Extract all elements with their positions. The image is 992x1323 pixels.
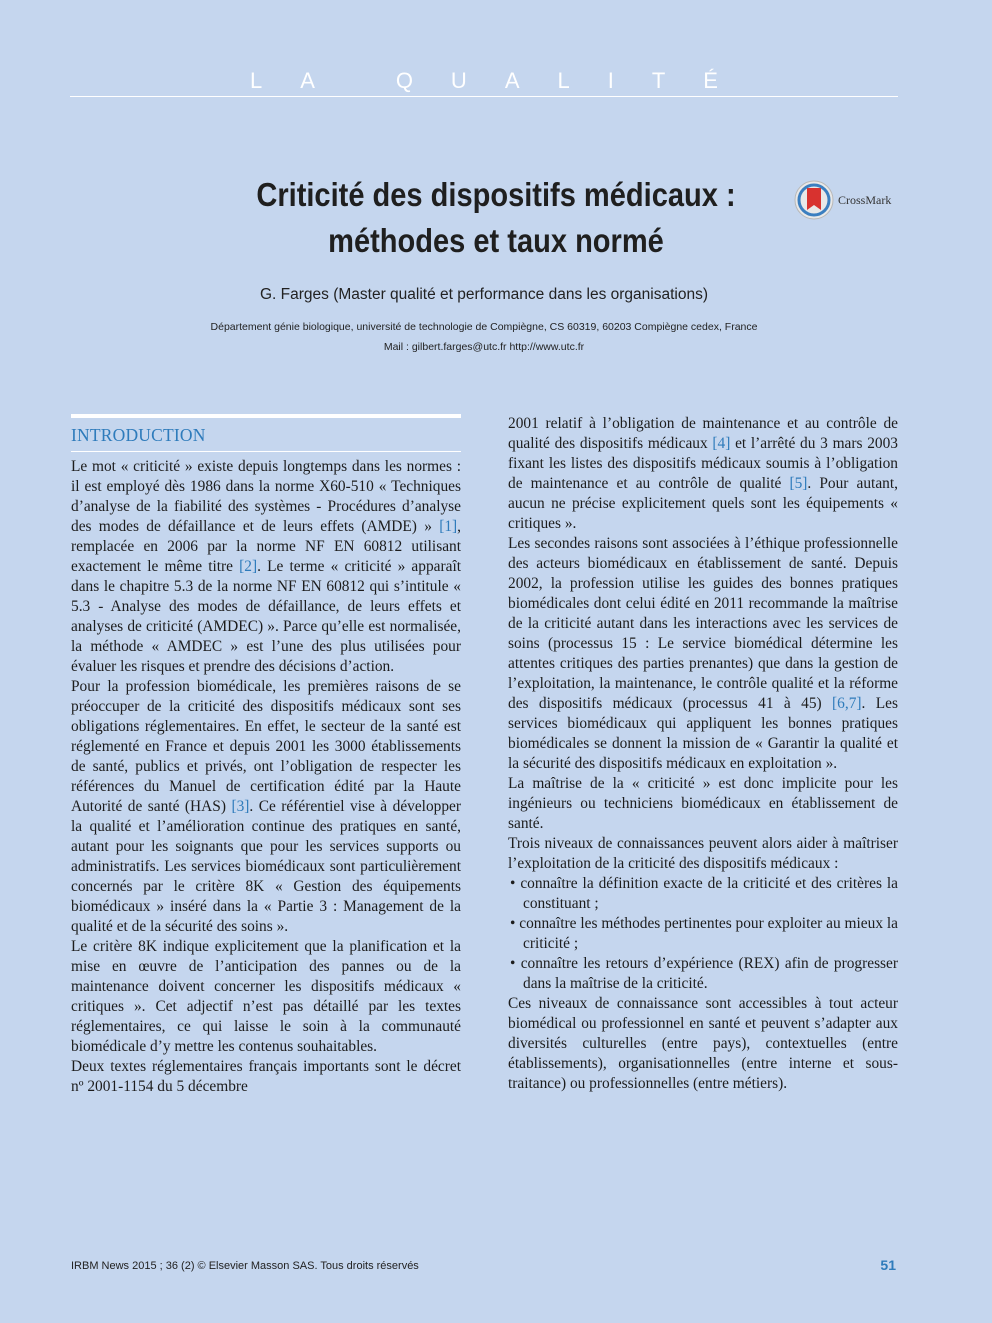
paragraph: Le mot « criticité » existe depuis longtemps dans les normes : il est employé dès 1986 dans la norme X60-510 « Techniques d’analyse de la fiabilité des systèmes - Procédures d’analyse des modes de défaillance et de leurs effets (AMDE) » [1], remplacée en 2006 par la norme NF EN 60812 utilisant exactement le même titre [2]. Le terme « criticité » apparaît dans le chapitre 5.3 de la norme NF EN 60812 qui s’intitule « 5.3 - Analyse des modes de défaillance, de leurs effets et analyses de criticité (AMDEC) ». Parce qu’elle est normalisée, la méthode « AMDEC » est l’une des plus utilisées pour évaluer les risques et prendre des décisions d’action. <box>71 458 461 675</box>
reference-link[interactable]: [4] <box>712 435 731 452</box>
crossmark-badge[interactable] <box>794 180 891 220</box>
introduction-header <box>71 414 461 452</box>
journal-citation: IRBM News 2015 ; 36 (2) © Elsevier Masson SAS. Tous droits réservés <box>71 1260 419 1272</box>
reference-link[interactable]: [2] <box>239 558 258 575</box>
paragraph: 2001 relatif à l’obligation de maintenance et au contrôle de qualité des dispositifs médicaux [4] et l’arrêté du 3 mars 2003 fixant les listes des dispositifs médicaux soumis à l’obligation de maintenance et au contrôle de qualité [5]. Pour autant, aucun ne précise explicitement quels sont les équipements « critiques ». <box>508 415 898 532</box>
paragraph: Trois niveaux de connaissances peuvent alors aider à maîtriser l’exploitation de la criticité des dispositifs médicaux : <box>508 835 898 872</box>
paragraph: Les secondes raisons sont associées à l’éthique professionnelle des acteurs biomédicaux en établissement de santé. Depuis 2002, la profession utilise les guides des bonnes pratiques biomédicales dont celui édité en 2011 recommande la maîtrise de la criticité autant dans les interactions avec les services de soins (processus 15 : Le service biomédical détermine les attentes critiques des parties prenantes) que dans la gestion de l’exploitation, la maintenance, le contrôle qualité et la réforme des dispositifs médicaux (processus 41 à 45) [6,7]. Les services biomédicaux qui appliquent les bonnes pratiques biomédicales se donnent la mission de « Garantir la qualité et la sécurité des dispositifs médicaux en exploitation ». <box>508 535 899 772</box>
title-line-1: Criticité des dispositifs médicaux : <box>256 176 736 213</box>
contact-mail: Mail : gilbert.farges@utc.fr http://www.utc.fr <box>383 341 585 353</box>
affiliation-block <box>70 317 898 357</box>
paragraph: Pour la profession biomédicale, les premières raisons de se préoccuper de la criticité des dispositifs médicaux sont ses obligations réglementaires. En effet, le secteur de la santé est réglementé en France et depuis 2001 les 3000 établissements de santé, publics et privés, ont l’obligation de respecter les références du Manuel de certification édité par la Haute Autorité de santé (HAS) [3]. Ce référentiel vise à développer la qualité et l’amélioration continue des pratiques en santé, autant pour les soignants que pour les services supports ou administratifs. Les services biomédicaux sont particulièrement concernés par le critère 8K « Gestion des équipements biomédicaux » inséré dans la « Partie 3 : Management de la qualité et de la sécurité des soins ». <box>71 678 461 935</box>
list-item: • connaître la définition exacte de la criticité et des critères la constituant ; <box>510 875 898 912</box>
paragraph: Le critère 8K indique explicitement que la planification et la mise en œuvre de l’anticipation des pannes ou de la maintenance doivent concerner les dispositifs médicaux « critiques ». Cet adjectif n’est pas détaillé par les textes réglementaires, ce qui laisse le soin à la communauté biomédicale d’y mettre les contenus souhaitables. <box>71 938 461 1055</box>
list-item: • connaître les retours d’expérience (REX) afin de progresser dans la maîtrise de la criticité. <box>510 955 898 992</box>
reference-link[interactable]: [1] <box>439 518 458 535</box>
section-label: LA QUALITÉ <box>250 68 756 93</box>
crossmark-label: CrossMark <box>838 192 892 207</box>
introduction-heading: INTRODUCTION <box>71 425 206 445</box>
reference-link[interactable]: [6,7] <box>832 695 862 712</box>
article-title <box>192 172 801 264</box>
reference-link[interactable]: [5] <box>789 475 808 492</box>
crossmark-icon <box>794 180 834 220</box>
header-rule <box>70 96 898 97</box>
list-item: • connaître les méthodes pertinentes pour exploiter au mieux la criticité ; <box>510 915 898 952</box>
affiliation: Département génie biologique, université de technologie de Compiègne, CS 60319, 60203 Compiègne cedex, France <box>210 321 758 333</box>
reference-link[interactable]: [3] <box>231 798 250 815</box>
title-line-2: méthodes et taux normé <box>328 222 664 259</box>
page-number: 51 <box>880 1257 896 1273</box>
author-line: G. Farges (Master qualité et performance dans les organisations) <box>260 286 708 303</box>
paragraph: La maîtrise de la « criticité » est donc implicite pour les ingénieurs ou techniciens biomédicaux en établissement de santé. <box>508 775 898 832</box>
bullet-list <box>508 874 898 994</box>
paragraph: Ces niveaux de connaissance sont accessibles à tout acteur biomédical ou professionnel en santé et peuvent s’adapter aux diversités culturelles (entre pays), contextuelles (entre établissements), organisationnelles (entre interne et sous-traitance) ou professionnelles (entre métiers). <box>508 995 898 1092</box>
left-column <box>71 414 461 1097</box>
paragraph: Deux textes réglementaires français importants sont le décret nº 2001-1154 du 5 décembre <box>71 1058 461 1095</box>
right-column <box>508 414 898 1094</box>
